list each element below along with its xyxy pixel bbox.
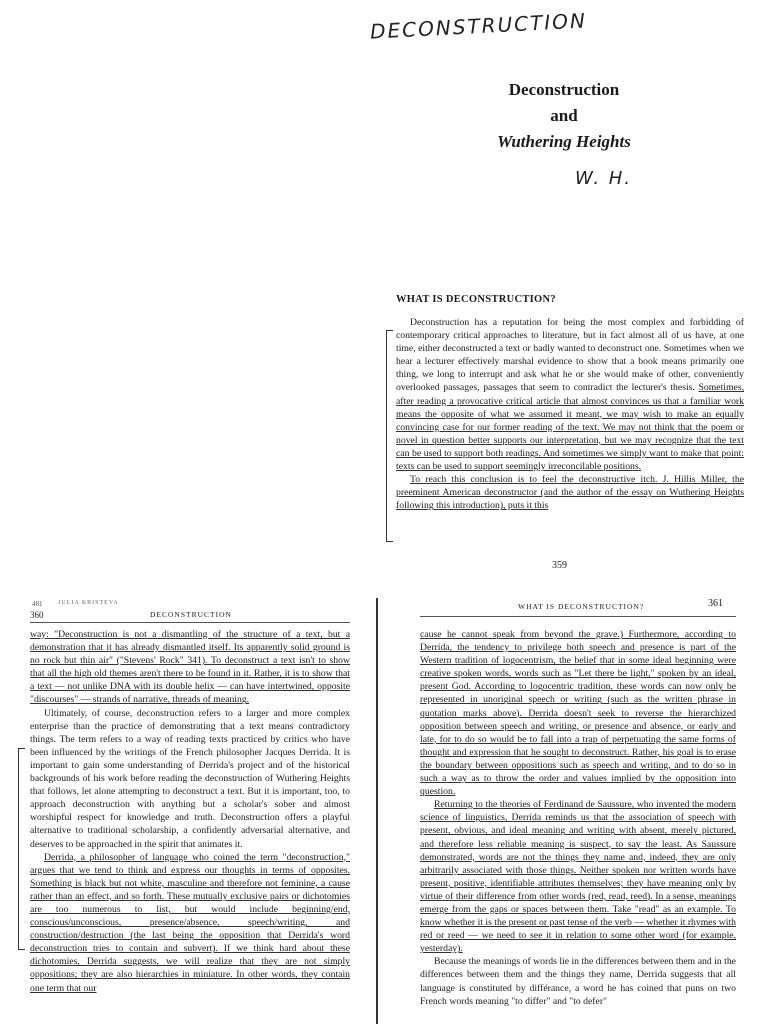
page-number: 360 [30,610,44,620]
page-number: 359 [552,560,567,571]
handwritten-annotation-top: DECONSTRUCTION [369,8,588,44]
page-360-body [30,628,350,995]
page-361 [376,598,768,1024]
paragraph: cause he cannot speak from beyond the grave.) Furthermore, according to Derrida, the tendency to privilege both speech and presence is part of the Western tradition of logocentrism, the belief that in some ideal beginning were creative spoken words, words such as "Let there be light," spoken by an ideal, present God. According to logocentric tradition, these words can now only be represented in unoriginal speech or writing (such as the written phrase in quotation marks above). Derrida doesn't seek to reverse the hierarchized opposition between speech and writing, or presence and absence, or early and late, for to do so would be to fall into a trap of perpetuating the same forms of thought and expression that he sought to deconstruct. Rather, his goal is to erase the boundary between oppositions such as speech and writing, and to do so in such a way as to throw the order and values implied by the opposition into question. [420,629,736,798]
small-header: JULIA KRISTEVA [58,600,119,606]
margin-bracket [18,748,25,950]
running-head: WHAT IS DECONSTRUCTION? [518,602,645,611]
paragraph-text: Deconstruction has a reputation for being the most complex and forbidding of contemporary critical approaches to literature, but in fact almost all of us have, at one time, either deconstructed a text or badly wanted to deconstruct one. Sometimes when we hear a lecturer effectively marshal evidence to show that a book means primarily one thing, we long to interrupt and ask what he or she would make of other, conveniently overlooked passages, passages that seem to contradict the lecturer's thesis. [396,317,744,394]
paragraph: Returning to the theories of Ferdinand de Saussure, who invented the modern science of linguistics, Derrida reminds us that the association of speech with present, obvious, and ideal meaning and writing with absent, merely pictured, and therefore less reliable meaning is suspect, to say the least. As Saussure demonstrated, words are not the things they name and, indeed, they are only arbitrarily associated with those things. Neither spoken nor written words have present, positive, identifiable attributes themselves; they have meaning only by virtue of their difference from other words (red, read, reed). In a sense, meanings emerge from the gaps or spaces between them. Take "read" as an example. To know whether it is the present or past tense of the verb — whether it rhymes with red or reed — we need to see it in relation to some other word (for example, yesterday). [420,799,736,955]
chapter-title-line1: Deconstruction [508,80,620,99]
title-page [360,0,768,290]
handwritten-annotation-wh: W. H. [575,168,633,189]
paragraph: way: "Deconstruction is not a dismantling of the structure of a text, but a demonstration that it has already dismantled itself. Its apparently solid ground is no rock but thin air" ("Stevens' Rock" 341). To deconstruct a text isn't to show that all the high old themes aren't there to be found in it. Rather, it is to show that a text — not unlike DNA with its double helix — can have intertwined, opposite "discourses" — strands of narrative, threads of meaning. [30,629,350,706]
paragraph: Ultimately, of course, deconstruction refers to a larger and more complex enterprise than the practice of demonstrating that a text means contradictory things. The term refers to a way of reading texts practiced by critics who have been influenced by the writings of the French philosopher Jacques Derrida. It is important to gain some understanding of Derrida's project and of the historical backgrounds of his work before reading the deconstruction of Wuthering Heights that follows, let alone attempting to deconstruct a text. But it is important, too, to approach deconstruction with anything but a scholar's sober and almost worshipful respect for knowledge and truth. Deconstruction offers a playful alternative to traditional scholarship, a confidently adversarial alternative, and deserves to be approached in the spirit that animates it. [30,707,350,850]
chapter-title-line2: and [550,106,578,125]
paragraph: Derrida, a philosopher of language who coined the term "deconstruction," argues that we tend to think and express our thoughts in terms of opposites. Something is black but not white, masculine and therefore not feminine, a cause rather than an effect, and so forth. These mutually exclusive pairs or dichotomies are too numerous to list, but would include beginning/end, conscious/unconscious, presence/absence, speech/writing, and construction/destruction (the last being the opposition that Derrida's word deconstruction tries to contain and subvert). If we think hard about these dichotomies, Derrida suggests, we will realize that they are not simply oppositions; they are also hierarchies in miniature. In other words, they contain one term that our [30,851,350,994]
running-head: DECONSTRUCTION [150,610,232,619]
margin-bracket [386,330,393,542]
page-number: 361 [708,598,723,609]
paragraph [396,316,744,473]
page-359 [380,290,768,590]
section-heading: WHAT IS DECONSTRUCTION? [396,294,556,305]
underlined-text: Sometimes, after reading a provocative critical article that almost convinces us that a familiar work means the opposite of what we assumed it meant, we may wish to make an equally convincing case for our former reading of the text. We may not think that the poem or novel in question better supports our interpretation, but we may recognize that the text can be used to support both readings. And sometimes we simply want to make that point: texts can be used to support seemingly irreconcilable positions. [396,382,745,473]
chapter-title-line3: Wuthering Heights [497,132,631,151]
header-rule [30,622,350,623]
paragraph: To reach this conclusion is to feel the deconstructive itch. J. Hillis Miller, the preeminent American deconstructor (and the author of the essay on Wuthering Heights following this introduction), puts it this [396,474,744,512]
page-360 [0,598,372,1024]
header-rule [420,616,736,617]
paragraph: Because the meanings of words lie in the differences between them and in the differences between them and the things they name, Derrida suggests that all language is constituted by différance, a word he has coined that puns on two French words meaning "to differ" and "to defer" [420,956,736,1007]
page-361-body [420,628,736,1008]
page-number-crossed: 481 [32,600,43,608]
page-359-body [396,316,744,512]
